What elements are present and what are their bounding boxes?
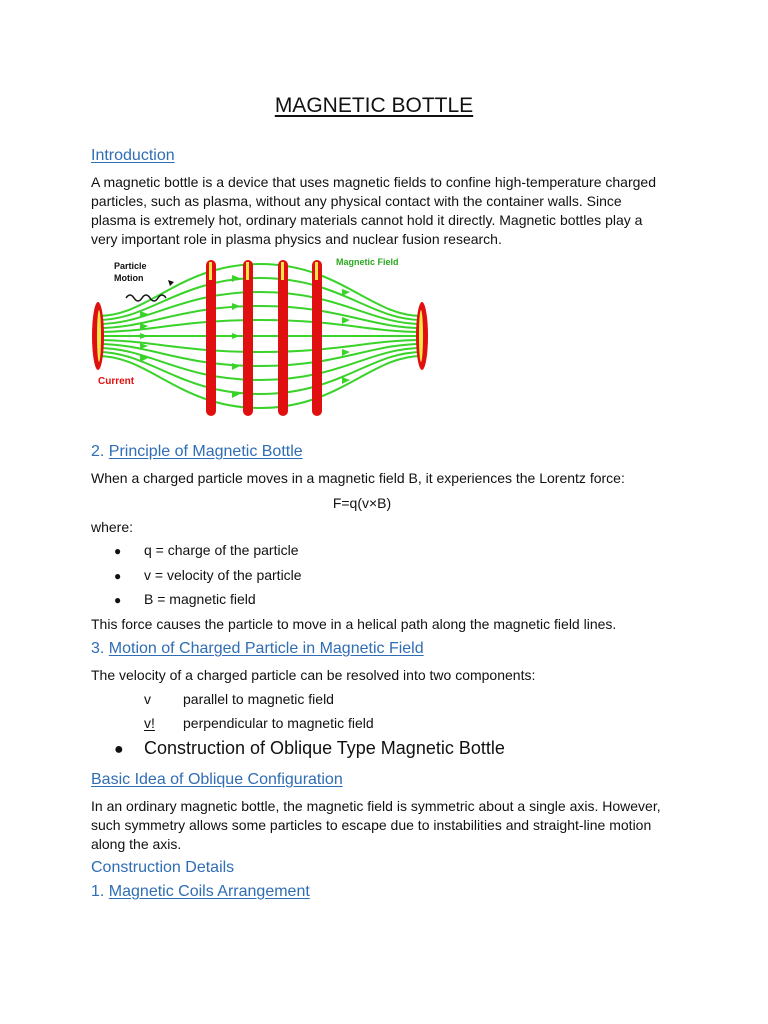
component-text: perpendicular to magnetic field (183, 715, 374, 731)
list-item: v = velocity of the particle (144, 567, 302, 583)
list-item: B = magnetic field (144, 591, 256, 607)
component-text: parallel to magnetic field (183, 691, 334, 707)
component-symbol: v! (144, 715, 155, 731)
section3-heading (91, 640, 424, 658)
end-coil-left (92, 302, 104, 370)
section2-conclusion: This force causes the particle to move in a helical path along the magnetic field lines. (91, 616, 617, 632)
basic-idea-heading: Basic Idea of Oblique Configuration (91, 771, 343, 788)
section3-lead: The velocity of a charged particle can be resolved into two components: (91, 667, 536, 683)
bullet-dot: ● (114, 544, 122, 558)
section2-heading (91, 443, 303, 461)
coils-heading-number: 1. (91, 883, 109, 900)
label-particle: Particle (114, 261, 147, 271)
label-current: Current (98, 376, 135, 387)
label-motion: Motion (114, 273, 144, 283)
where-label: where: (91, 519, 134, 535)
section3-heading-number: 3. (91, 640, 109, 657)
particle-helix (126, 295, 166, 301)
magnetic-bottle-figure (90, 256, 430, 420)
oblique-heading: Construction of Oblique Type Magnetic Bottle (144, 738, 505, 758)
bullet-dot: ● (114, 741, 124, 758)
section2-heading-text: Principle of Magnetic Bottle (108, 443, 303, 460)
construction-details-heading: Construction Details (91, 859, 235, 876)
intro-paragraph: A magnetic bottle is a device that uses magnetic fields to confine high-temperature charged particles, such as plasma, without any physical contact with the container walls. Since plasma is extremely hot, ordinary materials cannot hold it directly. Magnetic bottles play a very important role in plasma physics and nuclear fusion research. (91, 174, 656, 247)
coils-heading-text: Magnetic Coils Arrangement (108, 883, 310, 900)
label-magnetic-field: Magnetic Field (336, 257, 399, 267)
basic-idea-paragraph: In an ordinary magnetic bottle, the magnetic field is symmetric about a single axis. However, such symmetry allows some particles to escape due to instabilities and straight-line motion along the axis. (91, 798, 661, 852)
component-symbol: v (144, 691, 151, 707)
page-title: MAGNETIC BOTTLE (274, 94, 474, 117)
list-item: q = charge of the particle (144, 542, 299, 558)
section2-lead: When a charged particle moves in a magnetic field B, it experiences the Lorentz force: (91, 470, 625, 486)
lorentz-formula: F=q(v×B) (332, 495, 392, 511)
intro-heading: Introduction (91, 147, 175, 164)
particle-arrow (168, 280, 174, 286)
section3-heading-text: Motion of Charged Particle in Magnetic Field (108, 640, 424, 657)
bullet-dot: ● (114, 569, 122, 583)
bullet-dot: ● (114, 593, 122, 607)
coils-heading (91, 883, 310, 901)
magnetic-bottle-diagram (90, 256, 430, 420)
section2-heading-number: 2. (91, 443, 109, 460)
end-coil-right (416, 302, 428, 370)
